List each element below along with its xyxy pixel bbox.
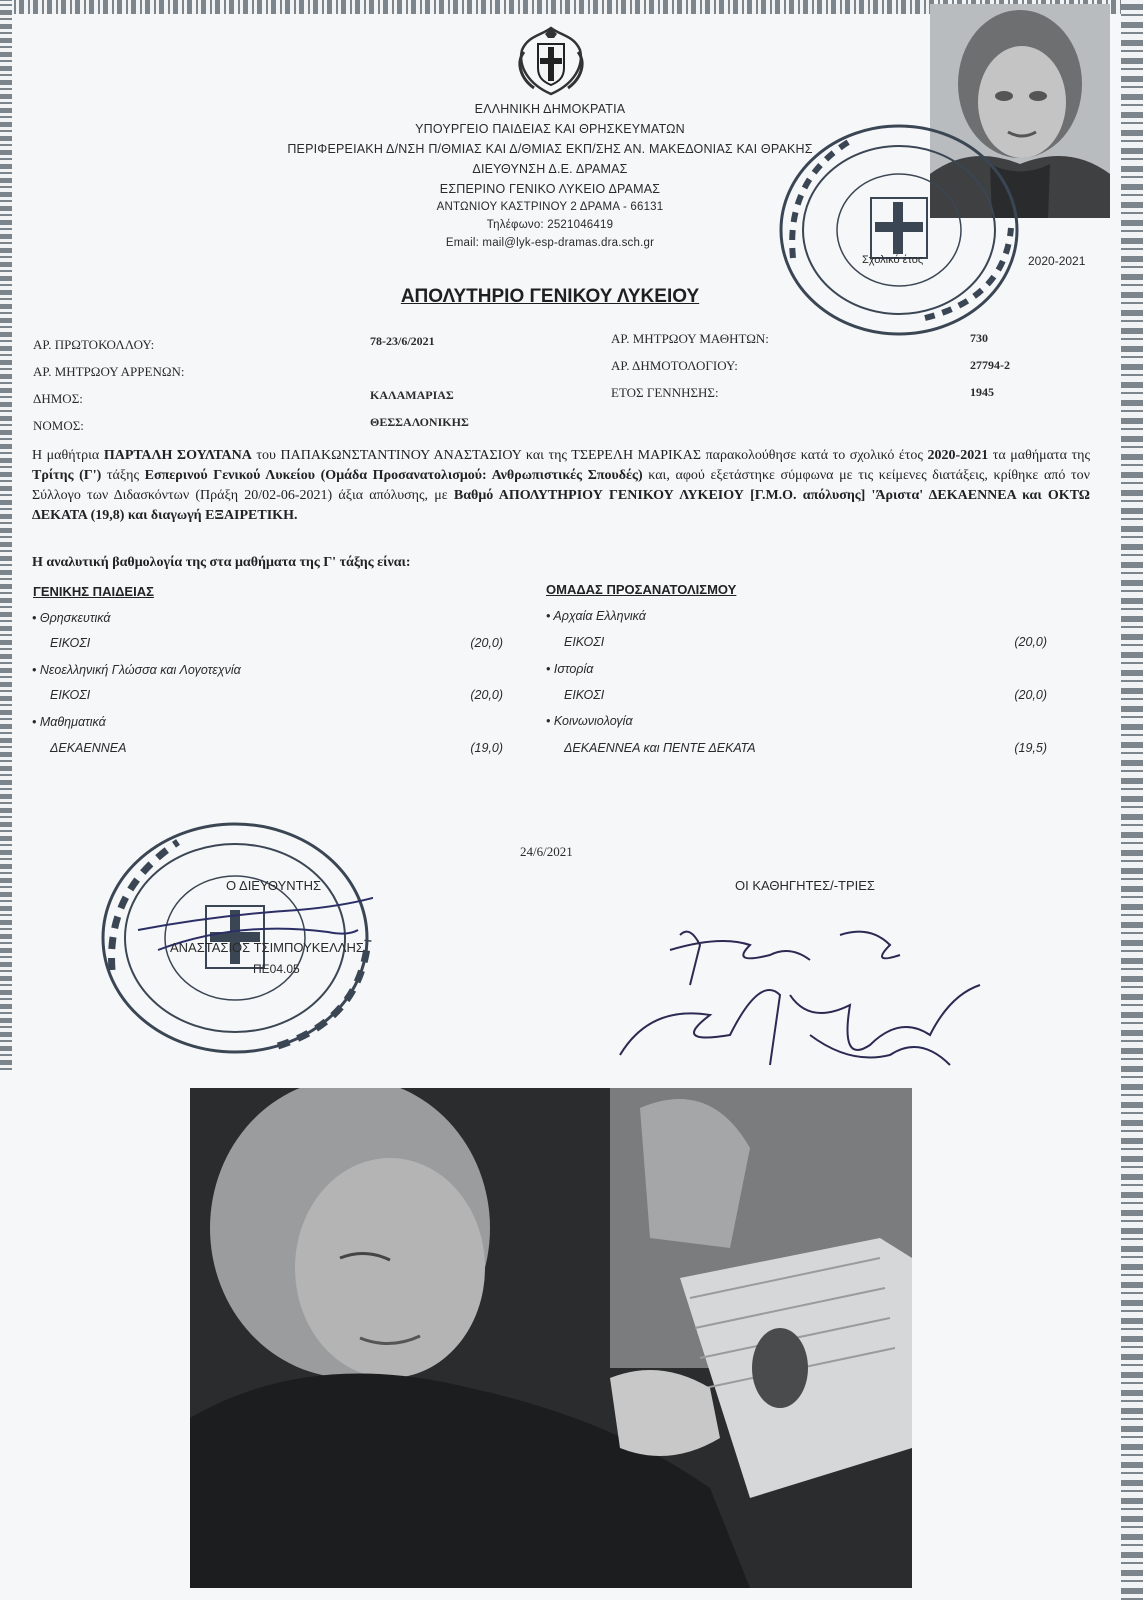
student-register-value: 730	[970, 331, 988, 345]
general-grade-3: ΔΕΚΑΕΝΝΕΑ	[50, 741, 127, 755]
statement-class: Τρίτης (Γ')	[32, 468, 102, 483]
director-title: Ο ΔΙΕΥΘΥΝΤΗΣ	[226, 878, 322, 893]
birth-year-value: 1945	[970, 385, 994, 399]
orientation-grade-2: ΕΙΚΟΣΙ	[564, 688, 605, 702]
municipality-value: ΚΑΛΑΜΑΡΙΑΣ	[370, 388, 454, 402]
header-region: ΠΕΡΙΦΕΡΕΙΑΚΗ Δ/ΝΣΗ Π/ΘΜΙΑΣ ΚΑΙ Δ/ΘΜΙΑΣ ΕΚΠ/ΣΗΣ ΑΝ. ΜΑΚΕΔΟΝΙΑΣ ΚΑΙ ΘΡΑΚΗΣ	[287, 142, 813, 156]
greek-key-border-right	[1121, 0, 1143, 1600]
header-address: ΑΝΤΩΝΙΟΥ ΚΑΣΤΡΙΝΟΥ 2 ΔΡΑΜΑ - 66131	[436, 201, 664, 213]
statement-school-type: Εσπερινού Γενικού Λυκείου	[144, 468, 315, 483]
civil-registry-value: 27794-2	[970, 358, 1010, 372]
orientation-score-1: (20,0)	[1014, 635, 1047, 649]
header-directorate: ΔΙΕΥΘΥΝΣΗ Δ.Ε. ΔΡΑΜΑΣ	[472, 162, 628, 176]
orientation-subject-3: • Κοινωνιολογία	[546, 714, 633, 728]
student-register-label: ΑΡ. ΜΗΤΡΩΟΥ ΜΑΘΗΤΩΝ:	[611, 331, 769, 346]
coat-of-arms-icon	[512, 22, 590, 100]
general-grade-1: ΕΙΚΟΣΙ	[50, 636, 91, 650]
civil-registry-label: ΑΡ. ΔΗΜΟΤΟΛΟΓΙΟΥ:	[611, 358, 738, 373]
student-name: ΠΑΡΤΑΛΗ ΣΟΥΛΤΑΝΑ	[103, 448, 252, 463]
school-year: 2020-2021	[1028, 254, 1086, 268]
statement-text-2: του ΠΑΠΑΚΩΝΣΤΑΝΤΙΝΟΥ ΑΝΑΣΤΑΣΙΟΥ και της ΤΣΕΡΕΛΗ ΜΑΡΙΚΑΣ παρακολούθησε κατά το σχολικό έτος	[251, 448, 928, 463]
prefecture-value: ΘΕΣΣΑΛΟΝΙΚΗΣ	[370, 415, 469, 429]
general-subject-3: • Μαθηματικά	[32, 715, 106, 729]
orientation-score-3: (19,5)	[1014, 741, 1047, 755]
statement-final-grade: Βαθμό ΑΠΟΛΥΤΗΡΙΟΥ ΓΕΝΙΚΟΥ ΛΥΚΕΙΟΥ [Γ.Μ.Ο. απόλυσης] 'Άριστα' ΔΕΚΑΕΝΝΕΑ και ΟΚΤΩ ΔΕΚΑΤΑ (19,8) και διαγωγή ΕΞΑΙΡΕΤΙΚΗ.	[32, 488, 1090, 523]
general-score-1: (20,0)	[470, 636, 503, 650]
general-score-3: (19,0)	[470, 741, 503, 755]
orientation-subject-1: • Αρχαία Ελληνικά	[546, 609, 646, 623]
statement-text-4: τάξης	[101, 468, 145, 483]
orientation-score-2: (20,0)	[1014, 688, 1047, 702]
teachers-title: ΟΙ ΚΑΘΗΓΗΤΕΣ/-ΤΡΙΕΣ	[735, 878, 875, 893]
teachers-signatures	[610, 915, 1010, 1085]
header-email: Email: mail@lyk-esp-dramas.dra.sch.gr	[445, 237, 655, 249]
statement-text-3: τα μαθήματα της	[988, 448, 1090, 463]
school-stamp-top	[775, 118, 1023, 338]
statement-school-year: 2020-2021	[927, 448, 989, 463]
document-title: ΑΠΟΛΥΤΗΡΙΟ ΓΕΝΙΚΟΥ ΛΥΚΕΙΟΥ	[400, 286, 700, 307]
municipality-label: ΔΗΜΟΣ:	[33, 391, 83, 406]
orientation-grade-1: ΕΙΚΟΣΙ	[564, 635, 605, 649]
school-year-label: Σχολικό έτος	[862, 254, 924, 266]
male-register-label: ΑΡ. ΜΗΤΡΩΟΥ ΑΡΡΕΝΩΝ:	[33, 364, 185, 379]
birth-year-label: ΕΤΟΣ ΓΕΝΝΗΣΗΣ:	[611, 385, 719, 400]
general-subject-1: • Θρησκευτικά	[32, 611, 111, 625]
general-grade-2: ΕΙΚΟΣΙ	[50, 688, 91, 702]
header-school: ΕΣΠΕΡΙΝΟ ΓΕΝΙΚΟ ΛΥΚΕΙΟ ΔΡΑΜΑΣ	[439, 182, 661, 196]
student-reading-photo	[190, 1088, 912, 1588]
certificate-statement	[32, 446, 1090, 526]
orientation-heading: ΟΜΑΔΑΣ ΠΡΟΣΑΝΑΤΟΛΙΣΜΟΥ	[546, 582, 737, 597]
prefecture-label: ΝΟΜΟΣ:	[33, 418, 84, 433]
director-rank: ΠΕ04.05	[253, 962, 300, 976]
greek-key-border-left	[0, 0, 12, 1070]
general-score-2: (20,0)	[470, 688, 503, 702]
grades-subheading: Η αναλυτική βαθμολογία της στα μαθήματα της Γ' τάξης είναι:	[32, 555, 411, 570]
general-education-heading: ΓΕΝΙΚΗΣ ΠΑΙΔΕΙΑΣ	[33, 584, 154, 599]
orientation-subject-2: • Ιστορία	[546, 662, 594, 676]
header-ministry: ΥΠΟΥΡΓΕΙΟ ΠΑΙΔΕΙΑΣ ΚΑΙ ΘΡΗΣΚΕΥΜΑΤΩΝ	[415, 122, 685, 136]
protocol-label: ΑΡ. ΠΡΩΤΟΚΟΛΛΟΥ:	[33, 337, 155, 352]
protocol-value: 78-23/6/2021	[370, 334, 435, 348]
director-name: ΑΝΑΣΤΑΣΙΟΣ ΤΣΙΜΠΟΥΚΕΛΛΗΣ	[170, 940, 364, 955]
issue-date: 24/6/2021	[520, 844, 573, 859]
statement-orientation-group: (Ομάδα Προσανατολισμού: Ανθρωπιστικές Σπουδές)	[320, 468, 643, 483]
header-republic: ΕΛΛΗΝΙΚΗ ΔΗΜΟΚΡΑΤΙΑ	[474, 102, 626, 116]
statement-text-6: και, αφού εξετάστηκε σύμφωνα με τις κείμενες διατάξεις, κρίθηκε από τον Σύλλογο των Διδασκόντων (Πράξη 20/02-06-2021) άξια απόλυσης, με	[32, 468, 1090, 503]
header-phone: Τηλέφωνο: 2521046419	[486, 219, 614, 231]
orientation-grade-3: ΔΕΚΑΕΝΝΕΑ και ΠΕΝΤΕ ΔΕΚΑΤΑ	[564, 741, 756, 755]
statement-text-1: Η μαθήτρια	[32, 448, 104, 463]
general-subject-2: • Νεοελληνική Γλώσσα και Λογοτεχνία	[32, 663, 241, 677]
